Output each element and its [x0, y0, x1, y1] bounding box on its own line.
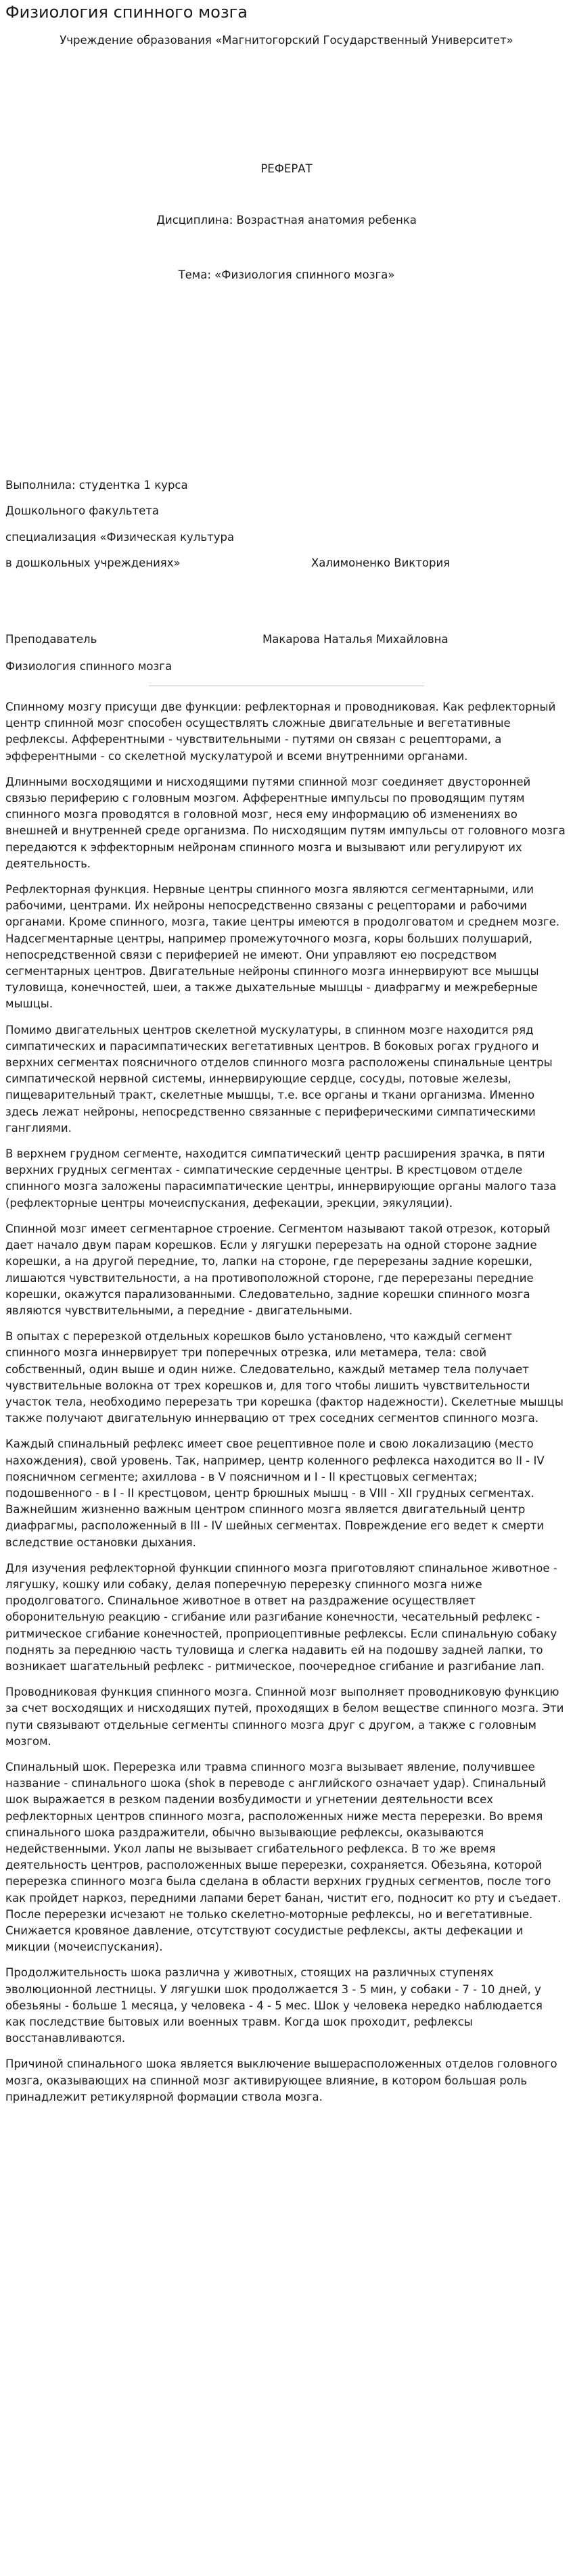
paragraph: Спинному мозгу присущи две функции: рефлекторная и проводниковая. Как рефлекторный центр спинной мозг способен осуществлять сложные двигательные и вегетативные рефлексы. Афферентными - чувствительными - путями он связан с рецепторами, а эфферентными - со скелетной мускулатурой и всеми внутренними органами.	[5, 700, 556, 763]
body-text	[5, 699, 566, 2115]
teacher-label: Преподаватель	[5, 633, 97, 646]
paragraph: Спинной мозг имеет сегментарное строение. Сегментом называют такой отрезок, который дает начало двум парам корешков. Если у лягушки перерезать на одной стороне задние корешки, а на другой передние, то, лапки на стороне, где перерезаны задние корешки, лишаются чувствительности, а на противоположной стороне, где перерезаны передние корешки, окажутся парализованными. Следовательно, задние корешки спинного мозга являются чувствительными, а передние - двигательными.	[5, 1222, 551, 1317]
paragraph: Длинными восходящими и нисходящими путями спинной мозг соединяет двусторонней связью периферию с головным мозгом. Афферентные импульсы по проводящим путям спинного мозга проводятся в головной мозг, неся ему информацию об изменениях во внешней и внутренней среде организма. По нисходящим путям импульсы от головного мозга передаются к эффекторным нейронам спинного мозга и вызывают или регулируют их деятельность.	[5, 775, 566, 870]
paragraph: Спинальный шок. Перерезка или травма спинного мозга вызывает явление, получившее название - спинального шока (shok в переводе с английского означает удар). Спинальный шок выражается в резком падении возбудимости и угнетении деятельности всех рефлекторных центров спинного мозга, расположенных ниже места перерезки. Во время спинального шока раздражители, обычно вызывающие рефлексы, оказываются недейственными. Укол лапы не вызывает сгибательного рефлекса. В то же время деятельность центров, расположенных выше перерезки, сохраняется. Обезьяна, которой перерезка спинного мозга была сделана в области верхних грудных сегментов, после того как пройдет наркоз, передними лапами берет банан, чистит его, подносит ко рту и съедает. После перерезки исчезают не только скелетно-моторные рефлексы, но и вегетативные. Снижается кровяное давление, отсутствуют сосудистые рефлексы, акты дефекации и микции (мочеиспускания).	[5, 1760, 561, 1954]
teacher-name: Макарова Наталья Михайловна	[262, 633, 449, 646]
discipline-line: Дисциплина: Возрастная анатомия ребенка	[156, 214, 417, 226]
author-name: Халимоненко Виктория	[311, 556, 451, 569]
page-title: Физиология спинного мозга	[5, 3, 248, 22]
author-line-course: Выполнила: студентка 1 курса	[5, 479, 188, 492]
paragraph: В опытах с перерезкой отдельных корешков было установлено, что каждый сегмент спинного мозга иннервирует три поперечных отрезка, или метамера, тела: свой собственный, один выше и один ниже. Следовательно, каждый метамер тела получает чувствительные волокна от трех корешков и, для того чтобы лишить чувствительности участок тела, необходимо перерезать три корешка (фактор надежности). Скелетные мышцы также получают двигательную иннервацию от трех соседних сегментов спинного мозга.	[5, 1330, 564, 1425]
paragraph: Проводниковая функция спинного мозга. Спинной мозг выполняет проводниковую функцию за счет восходящих и нисходящих путей, проходящих в белом веществе спинного мозга. Эти пути связывают отдельные сегменты спинного мозга друг с другом, а также с головным мозгом.	[5, 1686, 564, 1748]
paragraph: Продолжительность шока различна у животных, стоящих на различных ступенях эволюционной лестницы. У лягушки шок продолжается 3 - 5 мин, у собаки - 7 - 10 дней, у обезьяны - больше 1 месяца, у человека - 4 - 5 мес. Шок у человека нередко наблюдается как последствие бытовых или военных травм. Когда шок проходит, рефлексы восстанавливаются.	[5, 1966, 543, 2045]
topic-line: Тема: «Физиология спинного мозга»	[178, 268, 395, 281]
author-line-faculty: Дошкольного факультета	[5, 504, 160, 517]
paragraph: В верхнем грудном сегменте, находится симпатический центр расширения зрачка, в пяти верхних грудных сегментах - симпатические сердечные центры. В крестцовом отделе спинного мозга заложены парасимпатические центры, иннервирующие органы малого таза (рефлекторные центры мочеиспускания, дефекации, эрекции, эякуляции).	[5, 1147, 557, 1210]
footer-subject: Физиология спинного мозга	[5, 660, 173, 673]
paragraph: Каждый спинальный рефлекс имеет свое рецептивное поле и свою локализацию (место нахождения), свой уровень. Так, например, центр коленного рефлекса находится во II - IV поясничном сегменте; ахиллова - в V поясничном и I - II крестцовых сегментах; подошвенного - в I - II крестцовом, центр брюшных мышц - в VIII - XII грудных сегментах. Важнейшим жизненно важным центром спинного мозга является двигательный центр диафрагмы, расположенный в III - IV шейных сегментах. Повреждение его ведет к смерти вследствие остановки дыхания.	[5, 1437, 545, 1549]
author-line-institutions: в дошкольных учреждениях»	[5, 556, 181, 569]
institution-name: Учреждение образования «Магнитогорский Государственный Университет»	[60, 34, 513, 47]
author-line-specialization: специализация «Физическая культура	[5, 531, 235, 544]
paragraph: Для изучения рефлекторной функции спинного мозга приготовляют спинальное животное - лягушку, кошку или собаку, делая поперечную перерезку спинного мозга ниже продолговатого. Спинальное животное в ответ на раздражение осуществляет оборонительную реакцию - сгибание или разгибание конечности, чесательный рефлекс - ритмическое сгибание конечностей, проприоцептивные рефлексы. Если спинальную собаку поднять за переднюю часть туловища и слегка надавить ей на подошву задней лапки, то возникает шагательный рефлекс - ритмическое, поочередное сгибание и разгибание лап.	[5, 1561, 557, 1673]
paragraph: Причиной спинального шока является выключение вышерасположенных отделов головного мозга, оказывающих на спинной мозг активирующее влияние, в котором большая роль принадлежит ретикулярной формации ствола мозга.	[5, 2057, 557, 2103]
report-label: РЕФЕРАТ	[260, 162, 313, 175]
paragraph: Рефлекторная функция. Нервные центры спинного мозга являются сегментарными, или рабочими, центрами. Их нейроны непосредственно связаны с рецепторами и рабочими органами. Кроме спинного, мозга, такие центры имеются в продолговатом и среднем мозге. Надсегментарные центры, например промежуточного мозга, коры больших полушарий, непосредственной связи с периферией не имеют. Они управляют ею посредством сегментарных центров. Двигательные нейроны спинного мозга иннервируют все мышцы туловища, конечностей, шеи, а также дыхательные мышцы - диафрагму и межреберные мышцы.	[5, 883, 559, 1011]
paragraph: Помимо двигательных центров скелетной мускулатуры, в спинном мозге находится ряд симпатических и парасимпатических вегетативных центров. В боковых рогах грудного и верхних сегментах поясничного отделов спинного мозга расположены спинальные центры симпатической нервной системы, иннервирующие сердце, сосуды, потовые железы, пищеварительный тракт, скелетные мышцы, т.е. все органы и ткани организма. Именно здесь лежат нейроны, непосредственно связанные с периферическими симпатическими ганглиями.	[5, 1023, 553, 1135]
